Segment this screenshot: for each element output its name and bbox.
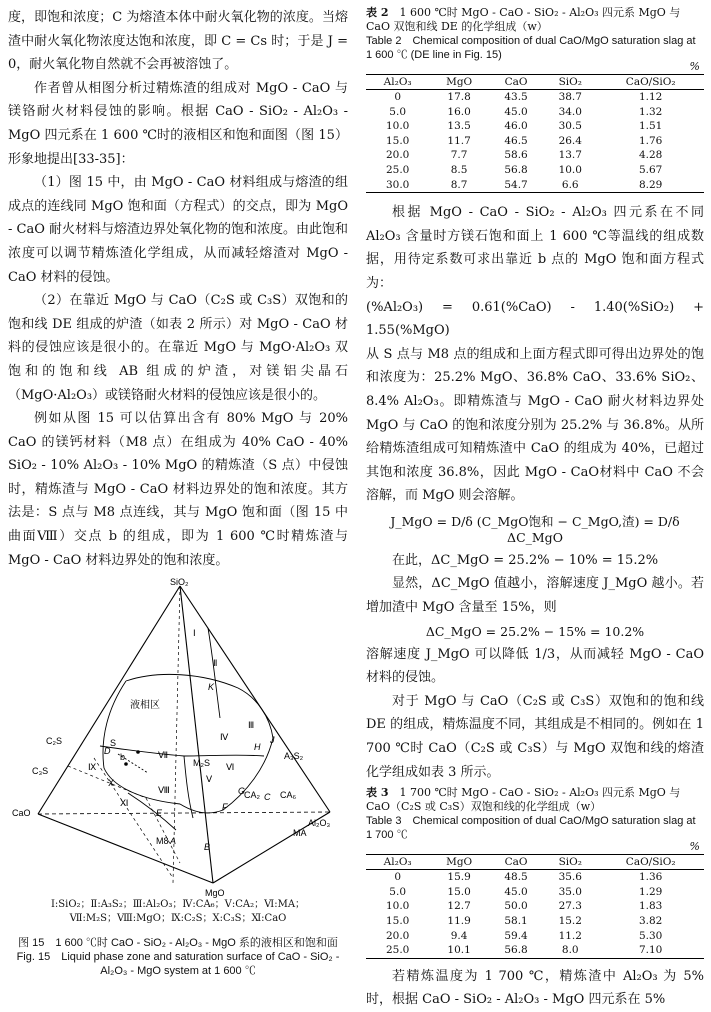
table-row xyxy=(366,134,704,149)
equation: J_MgO = D/δ (C_MgO饱和 − C_MgO,渣) = D/δ ΔC_MgO xyxy=(390,513,680,545)
paragraph: 溶解速度 J_MgO 可以降低 1/3，从而减轻 MgO - CaO 材料的侵蚀。 xyxy=(366,646,704,686)
table-cell: 46.0 xyxy=(504,120,528,133)
table3-caption-en: Table 3 Chemical composition of dual CaO/MgO saturation slag at 1 700 ℃ xyxy=(366,815,696,842)
table-cell: 15.0 xyxy=(385,134,410,147)
point-label: b xyxy=(120,752,126,763)
table-cell: 45.0 xyxy=(504,885,528,898)
table-row xyxy=(366,885,704,900)
table-cell: 58.1 xyxy=(504,915,528,927)
region-numeral: Ⅳ xyxy=(220,732,229,743)
table-cell: 6.6 xyxy=(543,178,597,193)
table-cell: 8.5 xyxy=(450,163,468,176)
point-label: CA₆ xyxy=(280,790,297,801)
figure-caption-en: Fig. 15 Liquid phase zone and saturation surface of CaO - SiO₂ - Al₂O₃ - MgO system at 1 600 ℃ xyxy=(16,951,340,978)
figure-caption-cn: 图 15 1 600 ℃时 CaO - SiO₂ - Al₂O₃ - MgO 系的液相区和饱和面 xyxy=(18,937,338,950)
left-column xyxy=(8,6,348,978)
table2-caption-cn: 表 2 1 600 ℃时 MgO - CaO - SiO₂ - Al₂O₃ 四元系 MgO 与 CaO 双饱和线 DE 的化学组成（w） xyxy=(366,6,681,33)
table-cell: 17.8 xyxy=(447,91,471,103)
column-header: SiO₂ xyxy=(543,855,597,870)
table-cell: 10.0 xyxy=(385,120,410,133)
table-cell: 15.0 xyxy=(447,885,471,898)
table-cell: 34.0 xyxy=(558,105,582,118)
table-cell: 9.4 xyxy=(450,929,468,942)
table-cell: 50.0 xyxy=(504,900,528,913)
region-numeral: Ⅺ xyxy=(120,798,129,809)
vertex-label: Al₂O₃ xyxy=(308,818,331,829)
table-cell: 5.67 xyxy=(638,163,663,176)
point-label: C₂S xyxy=(46,736,62,747)
table-row xyxy=(366,90,704,105)
table-cell: 48.5 xyxy=(504,871,528,884)
line-letter: A xyxy=(170,836,177,847)
table-cell: 8.29 xyxy=(597,178,704,193)
paragraph: （2）在靠近 MgO 与 CaO（C₂S 或 C₃S）双饱和的饱和线 DE 组成的炉渣（如表 2 所示）对 MgO - CaO 材料的侵蚀应该是很小的。在靠近 MgO 与 MgO·Al₂O₃ 双饱和的饱和线 AB 组成的炉渣，对镁铝尖晶石（MgO·Al₂O₃）或镁铬耐火材料的侵蚀应该是很小的。 xyxy=(8,293,348,403)
table-cell: 43.5 xyxy=(504,91,528,103)
table-cell: 13.5 xyxy=(447,120,471,133)
table-row xyxy=(366,870,704,885)
table-cell: 1.83 xyxy=(638,900,663,913)
table-cell: 10.0 xyxy=(385,900,410,913)
table-cell: 16.0 xyxy=(447,105,471,118)
table-row xyxy=(366,178,704,193)
paragraph: 例如从图 15 可以估算出含有 80% MgO 与 20% CaO 的镁钙材料（M8 点）在组成为 40% CaO - 40% SiO₂ - 10% Al₂O₃ - 10% MgO 的精炼渣（S 点）中侵蚀时，精炼渣与 MgO - CaO 材料边界处的饱和浓度。其方法是：S 点与 M8 点连线，其与 MgO 饱和面（图 15 中曲面Ⅷ）交点 b 的组成，即为 1 600 ℃时精炼渣与 MgO - CaO 材料边界处的饱和浓度。 xyxy=(8,411,348,568)
column-header: CaO/SiO₂ xyxy=(597,75,704,90)
paragraph: 根据 MgO - CaO - SiO₂ - Al₂O₃ 四元系在不同 Al₂O₃ 含量时方镁石饱和面上 1 600 ℃等温线的组成数据，用待定系数可求出靠近 b 点的 MgO 饱和面方程式为： xyxy=(366,205,704,291)
table-cell: 1.36 xyxy=(638,871,663,884)
table-row xyxy=(366,914,704,929)
table-cell: 10.1 xyxy=(429,943,489,958)
phase-diagram-figure xyxy=(8,578,348,898)
paragraph: 对于 MgO 与 CaO（C₂S 或 C₃S）双饱和的饱和线 DE 的组成，精炼温度不同，其组成是不相同的。例如在 1 700 ℃时 CaO（C₂S 或 C₃S）与 MgO 双饱和线的熔渣化学组成如表 3 所示。 xyxy=(366,693,704,780)
table-cell: 38.7 xyxy=(558,91,582,103)
line-letter: E xyxy=(156,808,163,819)
region-numeral: Ⅵ xyxy=(226,762,235,773)
table-cell: 7.7 xyxy=(450,149,468,162)
line-letter: D xyxy=(104,746,111,757)
table-cell: 8.7 xyxy=(429,178,489,193)
line-letter: G xyxy=(238,786,246,797)
table-cell: 15.0 xyxy=(385,915,410,927)
table-cell: 1.76 xyxy=(638,134,663,147)
table-cell: 5.0 xyxy=(389,885,406,898)
table-row xyxy=(366,163,704,178)
table-cell: 30.5 xyxy=(558,120,582,133)
column-header: Al₂O₃ xyxy=(366,855,429,870)
table-cell: 1.12 xyxy=(638,91,663,103)
table-cell: 35.0 xyxy=(558,885,582,898)
tetrahedron-diagram xyxy=(8,578,348,898)
region-numeral: Ⅲ xyxy=(248,720,255,731)
table-cell: 5.0 xyxy=(389,105,406,118)
equation: (%Al₂O₃) = 0.61(%CaO) - 1.40(%SiO₂) + 1.55(%MgO) xyxy=(366,299,704,339)
paragraph: 显然，ΔC_MgO 值越小，溶解速度 J_MgO 越小。若增加渣中 MgO 含量至 15%，则 xyxy=(366,576,704,616)
point-label: CA₂ xyxy=(244,790,260,801)
table-cell: 11.9 xyxy=(447,915,471,927)
table3-caption-cn: 表 3 1 700 ℃时 MgO - CaO - SiO₂ - Al₂O₃ 四元系 MgO 与 CaO（C₂S 或 C₃S）双饱和线的化学组成（w） xyxy=(366,786,681,814)
table-row xyxy=(366,148,704,163)
table-cell: 0 xyxy=(394,871,401,884)
column-header: MgO xyxy=(429,855,489,870)
table-cell: 54.7 xyxy=(489,178,543,193)
line-letter: K xyxy=(208,682,215,693)
table-cell: 25.0 xyxy=(385,163,410,176)
right-column xyxy=(366,6,704,1012)
column-header: CaO/SiO₂ xyxy=(597,855,704,870)
point-marker xyxy=(124,762,128,766)
paragraph: 从 S 点与 M8 点的组成和上面方程式即可得出边界处的饱和浓度为：25.2% MgO、36.8% CaO、33.6% SiO₂、8.4% Al₂O₃。即精炼渣与 MgO - CaO 耐火材料边界处 MgO 与 CaO 的饱和浓度分别为 25.2% 与 36.8%。从所给精炼渣组成可知精炼渣中 CaO 的组成为 40%，已超过其饱和浓度 36.8%，因此 MgO - CaO材料中 CaO 不会溶解，而 MgO 则会溶解。 xyxy=(366,346,704,504)
table-cell: 46.5 xyxy=(504,134,528,147)
liquid-region-label: 液相区 xyxy=(130,700,160,712)
table-cell: 27.3 xyxy=(558,900,582,913)
column-header: SiO₂ xyxy=(543,75,597,90)
column-header: CaO xyxy=(489,855,543,870)
table-row xyxy=(366,119,704,134)
figure-legend-2: Ⅶ:M₂S；Ⅷ:MgO；Ⅸ:C₂S；Ⅹ:C₃S；Ⅺ:CaO xyxy=(69,913,287,925)
table-row xyxy=(366,899,704,914)
table-row xyxy=(366,943,704,958)
table-row xyxy=(366,105,704,120)
vertex-label: MgO xyxy=(205,888,225,899)
point-label: M₂S xyxy=(193,758,210,769)
point-label: S xyxy=(110,738,117,749)
figure-legend-1: Ⅰ:SiO₂；Ⅱ:A₃S₂；Ⅲ:Al₂O₃；Ⅳ:CA₆；Ⅴ:CA₂；Ⅵ:MA； xyxy=(50,899,306,911)
paragraph: 作者曾从相图分析过精炼渣的组成对 MgO - CaO 与镁铬耐火材料侵蚀的影响。根据 CaO - SiO₂ - Al₂O₃ - MgO 四元系在 1 600 ℃时的液相区和饱和面图（图 15）形象地提出[33-35]： xyxy=(8,80,348,167)
table-cell: 45.0 xyxy=(504,105,528,118)
paragraph: （1）图 15 中，由 MgO - CaO 材料组成与熔渣的组成点的连线同 MgO 饱和面（方程式）的交点，即为 MgO - CaO 耐火材料与熔渣边界处氧化物的饱和浓度。由此饱和浓度可以调节精炼渣化学组成，从而减轻熔渣对 MgO - CaO 材料的侵蚀。 xyxy=(8,175,349,285)
line-letter: B xyxy=(204,842,211,853)
table-cell: 56.8 xyxy=(489,943,543,958)
equation: ΔC_MgO = 25.2% − 15% = 10.2% xyxy=(425,623,645,639)
table-cell: 3.82 xyxy=(638,915,663,927)
point-label: M8 xyxy=(156,836,169,847)
table-cell: 1.51 xyxy=(638,120,663,133)
table-cell: 15.9 xyxy=(447,871,471,884)
table-cell: 20.0 xyxy=(385,929,410,942)
point-label: A₃S₂ xyxy=(284,751,304,762)
region-numeral: Ⅷ xyxy=(158,785,170,796)
table-cell: 7.10 xyxy=(597,943,704,958)
region-numeral: Ⅰ xyxy=(193,628,196,639)
table-cell: 8.0 xyxy=(543,943,597,958)
table-cell: 12.7 xyxy=(447,900,471,913)
edge-cao-mgo xyxy=(38,814,213,883)
table-cell: 1.29 xyxy=(638,885,663,898)
line-letter: H xyxy=(254,742,261,753)
region-numeral: Ⅸ xyxy=(88,762,97,773)
table-cell: 10.0 xyxy=(558,163,582,176)
region-numeral: Ⅹ xyxy=(108,778,115,789)
table-cell: 11.2 xyxy=(558,929,582,942)
line-letter: C xyxy=(264,792,271,803)
region-numeral: Ⅱ xyxy=(213,658,218,669)
table-cell: 59.4 xyxy=(504,929,528,942)
column-header: CaO xyxy=(489,75,543,90)
point-label: C₃S xyxy=(32,766,49,777)
paragraph: 在此，ΔC_MgO = 25.2% − 10% = 15.2% xyxy=(392,552,659,568)
table-cell: 26.4 xyxy=(558,134,582,147)
table-cell: 0 xyxy=(394,91,401,103)
table2 xyxy=(366,74,704,193)
table-cell: 30.0 xyxy=(366,178,429,193)
point-label: MA xyxy=(293,828,307,839)
table-cell: 35.6 xyxy=(558,871,582,884)
vertex-label: CaO xyxy=(12,808,31,819)
vertex-label: SiO₂ xyxy=(170,578,189,588)
region-numeral: Ⅴ xyxy=(206,774,213,785)
paragraph: 度，即饱和浓度；C 为熔渣本体中耐火氧化物的浓度。当熔渣中耐火氧化物浓度达饱和浓度，即 C = Cs 时；于是 J = 0，耐火氧化物自然就不会再被溶蚀了。 xyxy=(8,10,348,73)
table3 xyxy=(366,854,704,959)
table-cell: 1.32 xyxy=(638,105,663,118)
point-marker xyxy=(136,750,140,754)
table-cell: 56.8 xyxy=(504,163,528,176)
table-cell: 15.2 xyxy=(558,915,582,927)
table-cell: 11.7 xyxy=(447,134,471,147)
table-row xyxy=(366,929,704,944)
table-cell: 58.6 xyxy=(504,149,528,162)
column-header: MgO xyxy=(429,75,489,90)
table2-unit: % xyxy=(689,60,700,73)
table3-unit: % xyxy=(689,840,700,854)
table-cell: 4.28 xyxy=(638,149,663,162)
paragraph: 若精炼温度为 1 700 ℃，精炼渣中 Al₂O₃ 为 5% 时，根据 CaO - SiO₂ - Al₂O₃ - MgO 四元系在 5% xyxy=(366,968,704,1008)
table2-caption-en: Table 2 Chemical composition of dual CaO/MgO saturation slag at 1 600 ℃ (DE line in Fig. 15) xyxy=(366,35,696,61)
line-letter: J xyxy=(270,735,275,746)
table-cell: 5.30 xyxy=(638,929,663,942)
line-letter: F xyxy=(222,802,228,813)
region-numeral: Ⅶ xyxy=(158,750,169,761)
column-header: Al₂O₃ xyxy=(366,75,429,90)
table-cell: 13.7 xyxy=(558,149,582,162)
table-cell: 25.0 xyxy=(366,943,429,958)
table-cell: 20.0 xyxy=(385,149,410,162)
